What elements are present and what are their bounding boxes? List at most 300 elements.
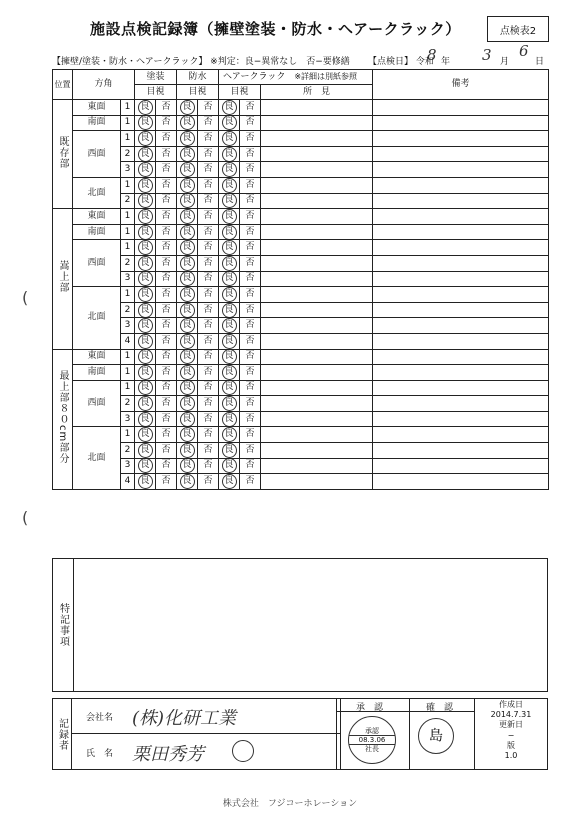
- remarks-cell[interactable]: [373, 287, 549, 303]
- group-label: 最上部８０cm部分: [53, 349, 73, 489]
- good-option[interactable]: 良: [135, 100, 156, 116]
- bad-option[interactable]: 否: [156, 240, 177, 256]
- header-row-1: [53, 70, 549, 85]
- remarks-cell[interactable]: [373, 380, 549, 396]
- group-label: 既存部: [53, 100, 73, 209]
- confirm-seal-stamp: 島: [418, 718, 454, 754]
- bad-option[interactable]: 否: [198, 224, 219, 240]
- bad-option[interactable]: 否: [156, 427, 177, 443]
- remarks-cell[interactable]: [373, 365, 549, 381]
- name-value[interactable]: 栗田秀芳: [132, 744, 204, 765]
- bad-option[interactable]: 否: [198, 365, 219, 381]
- remarks-cell[interactable]: [373, 271, 549, 287]
- good-option[interactable]: 良: [177, 131, 198, 147]
- bad-option[interactable]: 否: [198, 271, 219, 287]
- good-option[interactable]: 良: [177, 162, 198, 178]
- bad-option[interactable]: 否: [240, 209, 261, 225]
- table-row: [53, 411, 549, 427]
- remarks-cell[interactable]: [373, 349, 549, 365]
- findings-cell[interactable]: [261, 318, 373, 334]
- good-option[interactable]: 良: [219, 100, 240, 116]
- bad-option[interactable]: 否: [240, 177, 261, 193]
- row-number: 3: [121, 458, 135, 474]
- good-option[interactable]: 良: [135, 131, 156, 147]
- bad-option[interactable]: 否: [240, 458, 261, 474]
- row-number: 1: [121, 380, 135, 396]
- remarks-cell[interactable]: [373, 474, 549, 490]
- bad-option[interactable]: 否: [240, 271, 261, 287]
- findings-cell[interactable]: [261, 396, 373, 412]
- bad-option[interactable]: 否: [198, 131, 219, 147]
- bad-option[interactable]: 否: [198, 100, 219, 116]
- remarks-cell[interactable]: [373, 224, 549, 240]
- binder-hole-mark: (: [22, 288, 29, 307]
- findings-cell[interactable]: [261, 209, 373, 225]
- bad-option[interactable]: 否: [156, 443, 177, 459]
- good-option[interactable]: 良: [177, 380, 198, 396]
- row-number: 1: [121, 100, 135, 116]
- remarks-cell[interactable]: [373, 427, 549, 443]
- coating-visual-header: 目視: [135, 85, 177, 100]
- good-option[interactable]: 良: [135, 193, 156, 209]
- approval-date-stamp: 承認 08.3.06 社長: [348, 716, 396, 764]
- bad-option[interactable]: 否: [198, 474, 219, 490]
- good-option[interactable]: 良: [219, 255, 240, 271]
- table-row: [53, 162, 549, 178]
- bad-option[interactable]: 否: [156, 333, 177, 349]
- good-option[interactable]: 良: [177, 427, 198, 443]
- findings-cell[interactable]: [261, 443, 373, 459]
- good-option[interactable]: 良: [219, 427, 240, 443]
- waterproof-visual-header: 目視: [177, 85, 219, 100]
- remarks-cell[interactable]: [373, 131, 549, 147]
- findings-cell[interactable]: [261, 255, 373, 271]
- good-option[interactable]: 良: [135, 474, 156, 490]
- good-option[interactable]: 良: [219, 271, 240, 287]
- bad-option[interactable]: 否: [198, 411, 219, 427]
- binder-hole-mark: (: [22, 508, 29, 527]
- findings-header: 所 見: [261, 85, 373, 100]
- row-number: 2: [121, 146, 135, 162]
- good-option[interactable]: 良: [135, 255, 156, 271]
- good-option[interactable]: 良: [219, 458, 240, 474]
- table-row: [53, 302, 549, 318]
- good-option[interactable]: 良: [177, 396, 198, 412]
- remarks-cell[interactable]: [373, 411, 549, 427]
- inspection-table: [52, 69, 549, 490]
- good-option[interactable]: 良: [219, 365, 240, 381]
- recorder-label: 記録者: [52, 698, 72, 770]
- bad-option[interactable]: 否: [156, 224, 177, 240]
- good-option[interactable]: 良: [177, 318, 198, 334]
- findings-cell[interactable]: [261, 131, 373, 147]
- bad-option[interactable]: 否: [156, 380, 177, 396]
- bad-option[interactable]: 否: [156, 131, 177, 147]
- findings-cell[interactable]: [261, 240, 373, 256]
- bad-option[interactable]: 否: [198, 255, 219, 271]
- row-number: 3: [121, 318, 135, 334]
- findings-cell[interactable]: [261, 380, 373, 396]
- bad-option[interactable]: 否: [156, 318, 177, 334]
- remarks-cell[interactable]: [373, 162, 549, 178]
- good-option[interactable]: 良: [177, 349, 198, 365]
- good-option[interactable]: 良: [177, 146, 198, 162]
- good-option[interactable]: 良: [135, 365, 156, 381]
- good-option[interactable]: 良: [135, 333, 156, 349]
- bad-option[interactable]: 否: [240, 302, 261, 318]
- findings-cell[interactable]: [261, 271, 373, 287]
- bad-option[interactable]: 否: [198, 333, 219, 349]
- good-option[interactable]: 良: [135, 287, 156, 303]
- findings-cell[interactable]: [261, 474, 373, 490]
- bad-option[interactable]: 否: [240, 318, 261, 334]
- version-info: [474, 700, 548, 761]
- good-option[interactable]: 良: [135, 349, 156, 365]
- good-option[interactable]: 良: [135, 209, 156, 225]
- crack-header: ヘアークラック ※詳細は別紙参照: [219, 70, 373, 85]
- direction-cell: 南面: [73, 365, 121, 381]
- row-number: 1: [121, 224, 135, 240]
- coating-header: 塗装: [135, 70, 177, 85]
- bad-option[interactable]: 否: [240, 380, 261, 396]
- findings-cell[interactable]: [261, 224, 373, 240]
- company-label: 会社名: [86, 713, 114, 723]
- table-row: [53, 365, 549, 381]
- table-row: [53, 146, 549, 162]
- direction-cell: 北面: [73, 427, 121, 489]
- table-row: [53, 100, 549, 116]
- good-option[interactable]: 良: [177, 240, 198, 256]
- bad-option[interactable]: 否: [240, 224, 261, 240]
- row-number: 3: [121, 271, 135, 287]
- bad-option[interactable]: 否: [198, 193, 219, 209]
- bad-option[interactable]: 否: [240, 131, 261, 147]
- page-title: 施設点検記録簿（擁壁塗装・防水・ヘアークラック）: [90, 20, 461, 38]
- bad-option[interactable]: 否: [198, 209, 219, 225]
- bad-option[interactable]: 否: [156, 302, 177, 318]
- table-row: [53, 333, 549, 349]
- bad-option[interactable]: 否: [198, 115, 219, 131]
- day-unit: 日: [535, 57, 545, 67]
- bad-option[interactable]: 否: [156, 271, 177, 287]
- bad-option[interactable]: 否: [156, 146, 177, 162]
- form-number: 点検表2: [487, 16, 549, 42]
- good-option[interactable]: 良: [219, 209, 240, 225]
- row-number: 1: [121, 287, 135, 303]
- findings-cell[interactable]: [261, 427, 373, 443]
- remarks-cell[interactable]: [373, 209, 549, 225]
- bad-option[interactable]: 否: [156, 177, 177, 193]
- good-option[interactable]: 良: [177, 333, 198, 349]
- approval-label: 承 認: [356, 703, 384, 713]
- bad-option[interactable]: 否: [240, 240, 261, 256]
- created-label: 作成日: [499, 700, 523, 709]
- table-row: [53, 240, 549, 256]
- bad-option[interactable]: 否: [156, 193, 177, 209]
- table-row: [53, 209, 549, 225]
- row-number: 1: [121, 209, 135, 225]
- table-row: [53, 177, 549, 193]
- bad-option[interactable]: 否: [240, 349, 261, 365]
- month-unit: 月: [500, 57, 510, 67]
- table-row: [53, 427, 549, 443]
- bad-option[interactable]: 否: [156, 162, 177, 178]
- table-row: [53, 380, 549, 396]
- good-option[interactable]: 良: [135, 271, 156, 287]
- bad-option[interactable]: 否: [156, 365, 177, 381]
- bad-option[interactable]: 否: [240, 146, 261, 162]
- good-option[interactable]: 良: [219, 177, 240, 193]
- bad-option[interactable]: 否: [240, 287, 261, 303]
- remarks-cell[interactable]: [373, 333, 549, 349]
- remarks-cell[interactable]: [373, 100, 549, 116]
- remarks-cell[interactable]: [373, 255, 549, 271]
- good-option[interactable]: 良: [135, 302, 156, 318]
- bad-option[interactable]: 否: [198, 443, 219, 459]
- bad-option[interactable]: 否: [198, 458, 219, 474]
- recorder-section: [52, 698, 548, 770]
- good-option[interactable]: 良: [177, 193, 198, 209]
- findings-cell[interactable]: [261, 302, 373, 318]
- good-option[interactable]: 良: [219, 162, 240, 178]
- bad-option[interactable]: 否: [156, 411, 177, 427]
- good-option[interactable]: 良: [177, 474, 198, 490]
- table-row: [53, 474, 549, 490]
- remarks-header: 備考: [373, 70, 549, 100]
- good-option[interactable]: 良: [177, 115, 198, 131]
- table-row: [53, 271, 549, 287]
- good-option[interactable]: 良: [135, 458, 156, 474]
- row-number: 2: [121, 443, 135, 459]
- direction-cell: 西面: [73, 240, 121, 287]
- special-notes-box: [52, 558, 548, 692]
- row-number: 1: [121, 427, 135, 443]
- findings-cell[interactable]: [261, 100, 373, 116]
- date-label: 【点検日】 令和: [368, 57, 434, 67]
- bad-option[interactable]: 否: [198, 380, 219, 396]
- table-row: [53, 396, 549, 412]
- good-option[interactable]: 良: [219, 474, 240, 490]
- direction-cell: 東面: [73, 349, 121, 365]
- good-option[interactable]: 良: [219, 349, 240, 365]
- direction-cell: 南面: [73, 224, 121, 240]
- good-option[interactable]: 良: [219, 240, 240, 256]
- remarks-cell[interactable]: [373, 396, 549, 412]
- bad-option[interactable]: 否: [240, 474, 261, 490]
- group-label: 嵩上部: [53, 209, 73, 349]
- good-option[interactable]: 良: [135, 146, 156, 162]
- row-number: 3: [121, 162, 135, 178]
- good-option[interactable]: 良: [219, 146, 240, 162]
- remarks-cell[interactable]: [373, 193, 549, 209]
- date-month[interactable]: 3: [482, 46, 492, 64]
- bad-option[interactable]: 否: [240, 115, 261, 131]
- row-number: 2: [121, 255, 135, 271]
- findings-cell[interactable]: [261, 349, 373, 365]
- good-option[interactable]: 良: [177, 458, 198, 474]
- good-option[interactable]: 良: [135, 411, 156, 427]
- good-option[interactable]: 良: [177, 443, 198, 459]
- row-number: 3: [121, 411, 135, 427]
- row-number: 2: [121, 193, 135, 209]
- remarks-cell[interactable]: [373, 318, 549, 334]
- good-option[interactable]: 良: [219, 333, 240, 349]
- remarks-cell[interactable]: [373, 443, 549, 459]
- direction-cell: 西面: [73, 131, 121, 178]
- good-option[interactable]: 良: [177, 100, 198, 116]
- good-option[interactable]: 良: [135, 318, 156, 334]
- bad-option[interactable]: 否: [156, 396, 177, 412]
- year-unit: 年: [441, 57, 451, 67]
- bad-option[interactable]: 否: [240, 162, 261, 178]
- findings-cell[interactable]: [261, 162, 373, 178]
- good-option[interactable]: 良: [219, 193, 240, 209]
- bad-option[interactable]: 否: [198, 349, 219, 365]
- good-option[interactable]: 良: [135, 396, 156, 412]
- bad-option[interactable]: 否: [240, 100, 261, 116]
- direction-cell: 北面: [73, 177, 121, 208]
- findings-cell[interactable]: [261, 115, 373, 131]
- bad-option[interactable]: 否: [198, 177, 219, 193]
- row-number: 1: [121, 365, 135, 381]
- good-option[interactable]: 良: [177, 255, 198, 271]
- bad-option[interactable]: 否: [156, 100, 177, 116]
- bad-option[interactable]: 否: [198, 287, 219, 303]
- bad-option[interactable]: 否: [156, 209, 177, 225]
- bad-option[interactable]: 否: [198, 146, 219, 162]
- remarks-cell[interactable]: [373, 302, 549, 318]
- bad-option[interactable]: 否: [198, 318, 219, 334]
- direction-cell: 東面: [73, 100, 121, 116]
- direction-header: 方角: [73, 70, 135, 100]
- table-row: [53, 349, 549, 365]
- bad-option[interactable]: 否: [240, 427, 261, 443]
- good-option[interactable]: 良: [177, 209, 198, 225]
- findings-cell[interactable]: [261, 177, 373, 193]
- bad-option[interactable]: 否: [156, 474, 177, 490]
- good-option[interactable]: 良: [135, 240, 156, 256]
- bad-option[interactable]: 否: [156, 458, 177, 474]
- bad-option[interactable]: 否: [240, 443, 261, 459]
- date-year[interactable]: 8: [427, 46, 437, 64]
- position-header: 位置: [53, 70, 73, 100]
- direction-cell: 南面: [73, 115, 121, 131]
- bad-option[interactable]: 否: [198, 162, 219, 178]
- good-option[interactable]: 良: [219, 380, 240, 396]
- company-value[interactable]: (株)化研工業: [132, 708, 237, 729]
- good-option[interactable]: 良: [135, 177, 156, 193]
- version-value: 1.0: [504, 751, 518, 761]
- row-number: 1: [121, 115, 135, 131]
- bad-option[interactable]: 否: [156, 349, 177, 365]
- company-footer: 株式会社 フジコーホレーション: [222, 799, 358, 809]
- good-option[interactable]: 良: [219, 396, 240, 412]
- row-number: 2: [121, 396, 135, 412]
- good-option[interactable]: 良: [135, 427, 156, 443]
- bad-option[interactable]: 否: [240, 396, 261, 412]
- date-day[interactable]: 6: [519, 42, 529, 60]
- bad-option[interactable]: 否: [240, 333, 261, 349]
- findings-cell[interactable]: [261, 333, 373, 349]
- good-option[interactable]: 良: [219, 131, 240, 147]
- good-option[interactable]: 良: [219, 287, 240, 303]
- findings-cell[interactable]: [261, 458, 373, 474]
- good-option[interactable]: 良: [219, 302, 240, 318]
- remarks-cell[interactable]: [373, 240, 549, 256]
- good-option[interactable]: 良: [135, 380, 156, 396]
- remarks-cell[interactable]: [373, 115, 549, 131]
- row-number: 4: [121, 474, 135, 490]
- bad-option[interactable]: 否: [240, 193, 261, 209]
- good-option[interactable]: 良: [135, 443, 156, 459]
- findings-cell[interactable]: [261, 365, 373, 381]
- table-row: [53, 318, 549, 334]
- good-option[interactable]: 良: [177, 271, 198, 287]
- good-option[interactable]: 良: [219, 318, 240, 334]
- good-option[interactable]: 良: [177, 365, 198, 381]
- bad-option[interactable]: 否: [240, 365, 261, 381]
- bad-option[interactable]: 否: [156, 115, 177, 131]
- findings-cell[interactable]: [261, 287, 373, 303]
- good-option[interactable]: 良: [177, 287, 198, 303]
- table-row: [53, 255, 549, 271]
- row-number: 4: [121, 333, 135, 349]
- findings-cell[interactable]: [261, 146, 373, 162]
- bad-option[interactable]: 否: [156, 255, 177, 271]
- bad-option[interactable]: 否: [198, 302, 219, 318]
- crack-visual-header: 目視: [219, 85, 261, 100]
- good-option[interactable]: 良: [177, 177, 198, 193]
- updated-value: −: [507, 730, 515, 740]
- good-option[interactable]: 良: [219, 411, 240, 427]
- good-option[interactable]: 良: [177, 302, 198, 318]
- good-option[interactable]: 良: [135, 162, 156, 178]
- version-label: 版: [507, 740, 515, 750]
- bad-option[interactable]: 否: [240, 255, 261, 271]
- remarks-cell[interactable]: [373, 177, 549, 193]
- waterproof-header: 防水: [177, 70, 219, 85]
- row-number: 2: [121, 302, 135, 318]
- good-option[interactable]: 良: [177, 411, 198, 427]
- bad-option[interactable]: 否: [240, 411, 261, 427]
- bad-option[interactable]: 否: [198, 427, 219, 443]
- good-option[interactable]: 良: [219, 224, 240, 240]
- remarks-cell[interactable]: [373, 146, 549, 162]
- good-option[interactable]: 良: [135, 115, 156, 131]
- name-label: 氏 名: [86, 749, 114, 759]
- good-option[interactable]: 良: [135, 224, 156, 240]
- bad-option[interactable]: 否: [156, 287, 177, 303]
- good-option[interactable]: 良: [177, 224, 198, 240]
- bad-option[interactable]: 否: [198, 396, 219, 412]
- row-number: 1: [121, 177, 135, 193]
- row-number: 1: [121, 131, 135, 147]
- direction-cell: 北面: [73, 287, 121, 349]
- bad-option[interactable]: 否: [198, 240, 219, 256]
- good-option[interactable]: 良: [219, 115, 240, 131]
- table-row: [53, 131, 549, 147]
- row-number: 1: [121, 349, 135, 365]
- table-row: [53, 224, 549, 240]
- remarks-cell[interactable]: [373, 458, 549, 474]
- findings-cell[interactable]: [261, 411, 373, 427]
- good-option[interactable]: 良: [219, 443, 240, 459]
- personal-seal-stamp: [232, 740, 254, 762]
- table-row: [53, 287, 549, 303]
- confirm-label: 確 認: [426, 703, 454, 713]
- findings-cell[interactable]: [261, 193, 373, 209]
- table-row: [53, 193, 549, 209]
